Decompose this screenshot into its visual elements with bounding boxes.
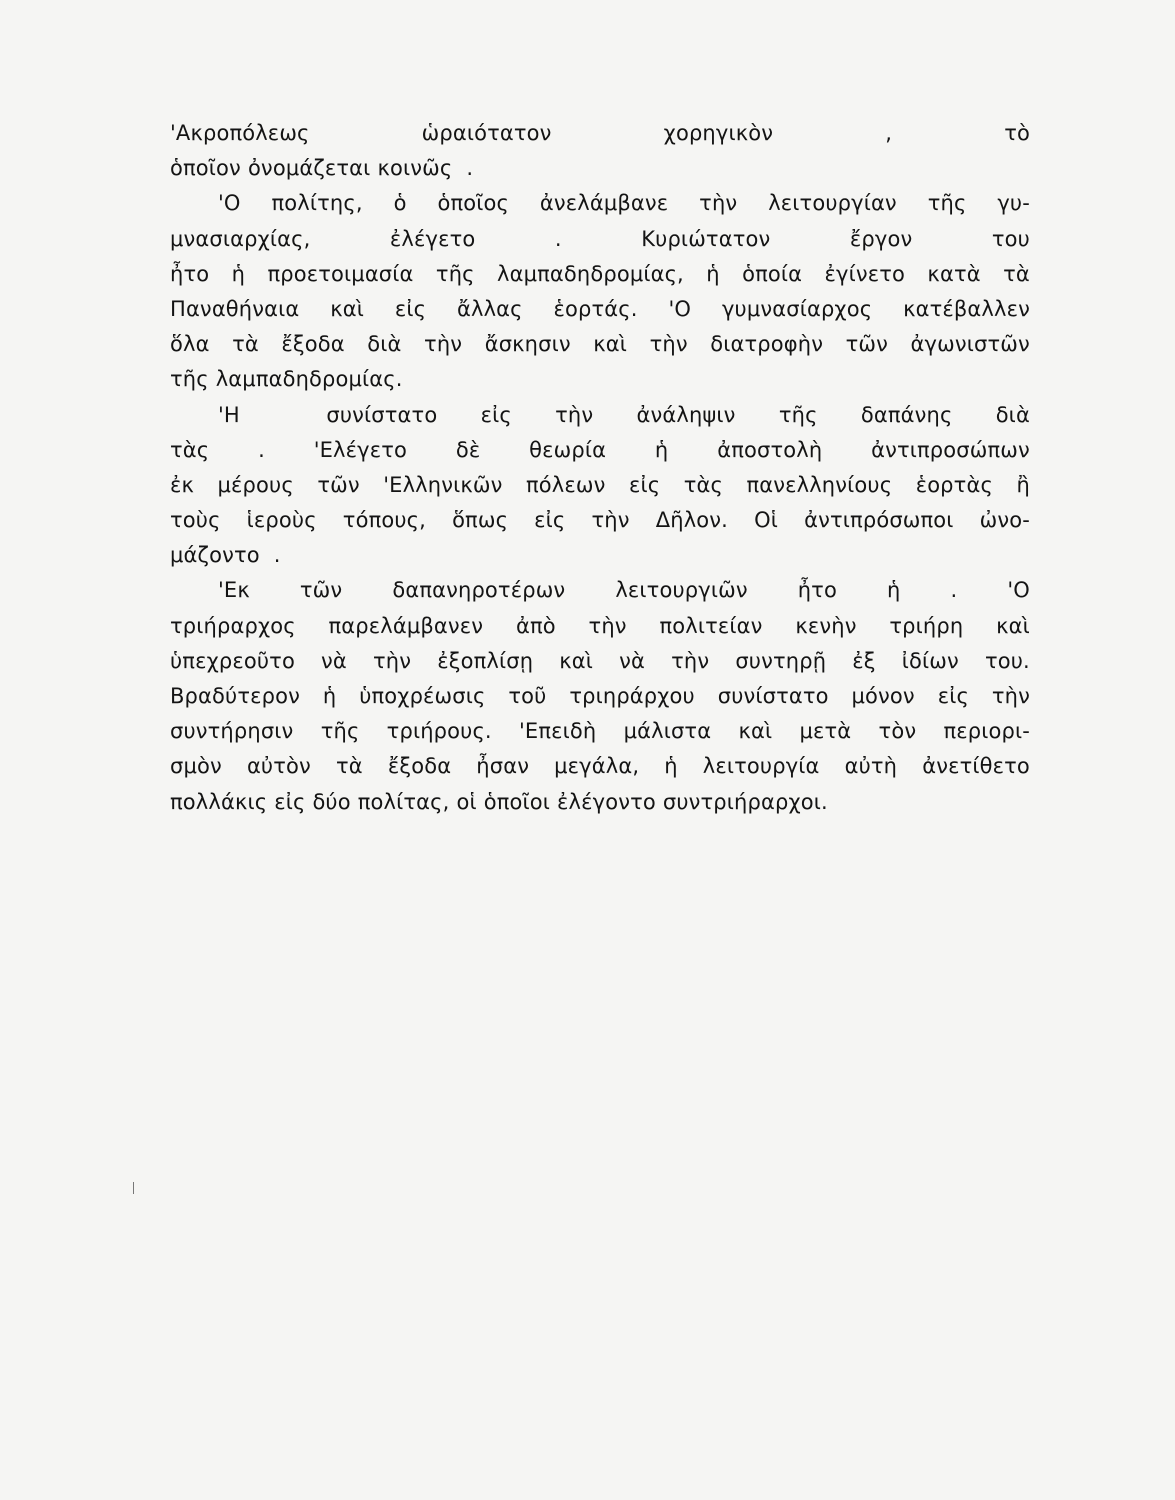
word: λειτουργίαν xyxy=(768,191,897,216)
word: ἄσκησιν xyxy=(484,332,571,357)
word: διατροφὴν xyxy=(710,332,824,357)
word: τοῦ xyxy=(508,684,547,708)
word: πολλάκις xyxy=(170,789,268,814)
word: μάλιστα xyxy=(623,719,712,744)
word: γυμνασίαρχος xyxy=(721,296,873,321)
word: δαπανηροτέρων xyxy=(392,578,566,603)
word: ὑπεχρεοῦτο xyxy=(170,648,295,673)
text-line xyxy=(170,644,1030,679)
word: τῆς xyxy=(778,402,818,427)
word: ὠνο- xyxy=(979,508,1030,533)
word: μετὰ xyxy=(799,719,852,744)
word: εἰς xyxy=(937,684,969,708)
word: προετοιμασία xyxy=(267,261,414,286)
word: ὑποχρέωσις xyxy=(359,684,486,708)
word: εἰς xyxy=(628,472,661,497)
word: συνίστατο xyxy=(326,402,438,427)
word: ἐλέγοντο xyxy=(557,789,656,814)
word: ὁποῖον xyxy=(170,156,241,181)
word-group xyxy=(459,151,473,186)
word: συντριήραρχοι. xyxy=(662,789,828,814)
word: ὅλα xyxy=(170,332,210,357)
word: ἦσαν xyxy=(476,754,530,779)
word: παρελάμβανεν xyxy=(328,613,484,638)
text-line xyxy=(170,292,1030,327)
text-line xyxy=(170,116,1030,151)
word: πολιτείαν xyxy=(659,613,763,638)
word: διὰ xyxy=(995,402,1030,427)
word: ἐξοπλίσῃ xyxy=(437,648,534,673)
word: ὡραιότατον xyxy=(421,121,552,145)
word: τῆς xyxy=(435,261,475,286)
word-group xyxy=(950,573,957,608)
word: θεωρία xyxy=(529,437,607,462)
word: ἀντιπρόσωποι xyxy=(804,508,954,533)
word: σμὸν xyxy=(170,754,222,779)
text-line xyxy=(170,433,1030,468)
word: λειτουργία xyxy=(702,754,820,779)
word: πολίτης, xyxy=(271,191,363,216)
word: πανελληνίους xyxy=(746,472,893,497)
word: ὁποῖος xyxy=(437,191,509,216)
word: τῶν xyxy=(299,578,343,603)
word: ὁ xyxy=(393,191,407,216)
word: ἦτο xyxy=(170,261,210,286)
word: ὁποῖοι xyxy=(483,789,551,814)
word: , xyxy=(885,121,893,145)
text-line xyxy=(170,257,1030,292)
word: συνίστατο xyxy=(717,684,829,708)
word: ἐλέγετο xyxy=(389,226,476,251)
word: ὀνομάζεται xyxy=(247,156,371,181)
word: καὶ xyxy=(738,719,773,744)
word: συντηρῇ xyxy=(735,648,827,673)
word: 'Ελληνικῶν xyxy=(383,472,503,497)
word: τὴν xyxy=(671,648,710,673)
word: τὴν xyxy=(588,613,627,638)
word: εἰς xyxy=(480,402,512,427)
word: εἰς xyxy=(534,508,566,533)
word: τὰ xyxy=(335,754,363,779)
word: νὰ xyxy=(321,648,347,673)
word: καὶ xyxy=(559,648,594,673)
word: ἄλλας xyxy=(457,296,523,321)
word: τὴν xyxy=(649,332,688,357)
word: κατέβαλλεν xyxy=(903,296,1030,321)
word: 'Ο xyxy=(1007,578,1030,603)
word: 'Η xyxy=(218,402,240,427)
text-line xyxy=(170,538,1030,573)
word: καὶ xyxy=(996,613,1030,638)
word: τὰς xyxy=(170,437,210,462)
word: λαμπαδηδρομίας. xyxy=(215,367,403,392)
text-line xyxy=(170,749,1030,784)
word: διὰ xyxy=(367,332,402,357)
word: τριηράρχου xyxy=(569,684,695,708)
word-group xyxy=(555,222,562,257)
word: τὴν xyxy=(991,684,1030,708)
word: Δῆλον. xyxy=(655,508,728,533)
word: Κυριώτατον xyxy=(641,226,771,251)
text-line xyxy=(170,327,1030,362)
word: τριήρους. xyxy=(386,719,492,744)
word: τοὺς xyxy=(170,508,221,533)
text-line xyxy=(170,468,1030,503)
word: ἔξοδα xyxy=(387,754,452,779)
word: τριήρη xyxy=(889,613,964,638)
word: δὲ xyxy=(455,437,481,462)
text-line xyxy=(170,503,1030,538)
word: 'Ο xyxy=(668,296,692,321)
word: Βραδύτερον xyxy=(170,684,300,708)
word: 'Επειδὴ xyxy=(519,719,597,744)
word: ἱεροὺς xyxy=(246,508,317,533)
word: ἀπὸ xyxy=(515,613,556,638)
word: τῶν xyxy=(845,332,889,357)
text-line xyxy=(170,222,1030,257)
word: τῶν xyxy=(317,472,360,497)
word: μεγάλα, xyxy=(554,754,640,779)
word: τὰ xyxy=(1003,261,1030,286)
print-mark xyxy=(133,1182,134,1194)
word: ὅπως xyxy=(452,508,509,533)
word: ἐκ xyxy=(170,472,195,497)
word: ἰδίων xyxy=(901,648,959,673)
word: ἑορτάς. xyxy=(553,296,638,321)
word: κατὰ xyxy=(927,261,981,286)
word: . xyxy=(258,437,265,462)
word: νὰ xyxy=(619,648,645,673)
word: αὐτὴ xyxy=(844,754,898,779)
body-text xyxy=(170,116,1030,820)
word: ἐξ xyxy=(852,648,876,673)
word: . xyxy=(466,156,474,181)
word: περιορι- xyxy=(943,719,1030,744)
word: κενὴν xyxy=(795,613,857,638)
word: ἀγωνιστῶν xyxy=(910,332,1030,357)
word: . xyxy=(554,226,562,251)
word: ἡ xyxy=(887,578,901,603)
word: μόνον xyxy=(851,684,915,708)
word: ὁποία xyxy=(742,261,803,286)
word: δύο xyxy=(312,789,351,814)
text-line xyxy=(170,785,1030,820)
word: αὐτὸν xyxy=(246,754,311,779)
word: . xyxy=(950,578,958,603)
word: ἔξοδα xyxy=(281,332,345,357)
word: ἐγίνετο xyxy=(824,261,906,286)
word: του xyxy=(991,226,1030,251)
word: ἡ xyxy=(231,261,246,286)
word: ἀνελάμβανε xyxy=(539,191,669,216)
word: 'Ακροπόλεως xyxy=(170,121,310,145)
text-line xyxy=(170,573,1030,608)
word: ἑορτὰς xyxy=(915,472,993,497)
word: τὸ xyxy=(1004,121,1030,145)
text-line xyxy=(170,398,1030,433)
word: του. xyxy=(984,648,1030,673)
word: ἡ xyxy=(664,754,678,779)
word: τῆς xyxy=(927,191,967,216)
word: 'Ο xyxy=(218,191,241,216)
word: τὴν xyxy=(699,191,738,216)
word: οἱ xyxy=(456,789,477,814)
word: μάζοντο xyxy=(170,543,260,568)
word: γυ- xyxy=(997,191,1030,216)
word: τὴν xyxy=(373,648,412,673)
text-line xyxy=(170,151,1030,186)
word: τόπους, xyxy=(342,508,426,533)
text-line xyxy=(170,714,1030,749)
word: ἡ xyxy=(654,437,669,462)
word: Οἱ xyxy=(754,508,779,533)
word-group xyxy=(267,538,281,573)
word: εἰς xyxy=(394,296,427,321)
word: Παναθήναια xyxy=(170,296,300,321)
text-line xyxy=(170,362,1030,397)
word: ἔργον xyxy=(849,226,913,251)
word: τὸν xyxy=(878,719,917,744)
word: τῆς xyxy=(320,719,360,744)
word: τριήραρχος xyxy=(170,613,296,638)
word: πολίτας, xyxy=(357,789,450,814)
text-line xyxy=(170,679,1030,714)
word: πόλεων xyxy=(525,472,606,497)
word: χορηγικὸν xyxy=(663,121,774,145)
word: λαμπαδηδρομίας, xyxy=(497,261,684,286)
word: τὴν xyxy=(555,402,594,427)
word: ἡ xyxy=(322,684,337,708)
word: ἀντιπροσώπων xyxy=(871,437,1030,462)
word: μέρους xyxy=(217,472,294,497)
word: ἀποστολὴ xyxy=(717,437,823,462)
word: ἀνάληψιν xyxy=(636,402,736,427)
word: τῆς xyxy=(170,367,209,392)
text-line xyxy=(170,609,1030,644)
word: 'Εκ xyxy=(218,578,250,603)
word: ἡ xyxy=(706,261,720,286)
word: καὶ xyxy=(330,296,365,321)
word: δαπάνης xyxy=(860,402,953,427)
word: 'Ελέγετο xyxy=(313,437,408,462)
word: καὶ xyxy=(593,332,628,357)
word: ἦτο xyxy=(797,578,837,603)
word: τὴν xyxy=(591,508,630,533)
word: τὰ xyxy=(232,332,259,357)
word: ἢ xyxy=(1016,472,1030,497)
word: τὰς xyxy=(683,472,723,497)
word: μνασιαρχίας, xyxy=(170,226,311,251)
word: τὴν xyxy=(424,332,463,357)
word: εἰς xyxy=(274,789,306,814)
word: . xyxy=(273,543,281,568)
word-group xyxy=(885,116,892,151)
word: συντήρησιν xyxy=(170,719,294,744)
word: κοινῶς xyxy=(377,156,453,181)
text-line xyxy=(170,186,1030,221)
word-group xyxy=(258,433,265,468)
word: λειτουργιῶν xyxy=(615,578,748,603)
word: ἀνετίθετο xyxy=(922,754,1030,779)
